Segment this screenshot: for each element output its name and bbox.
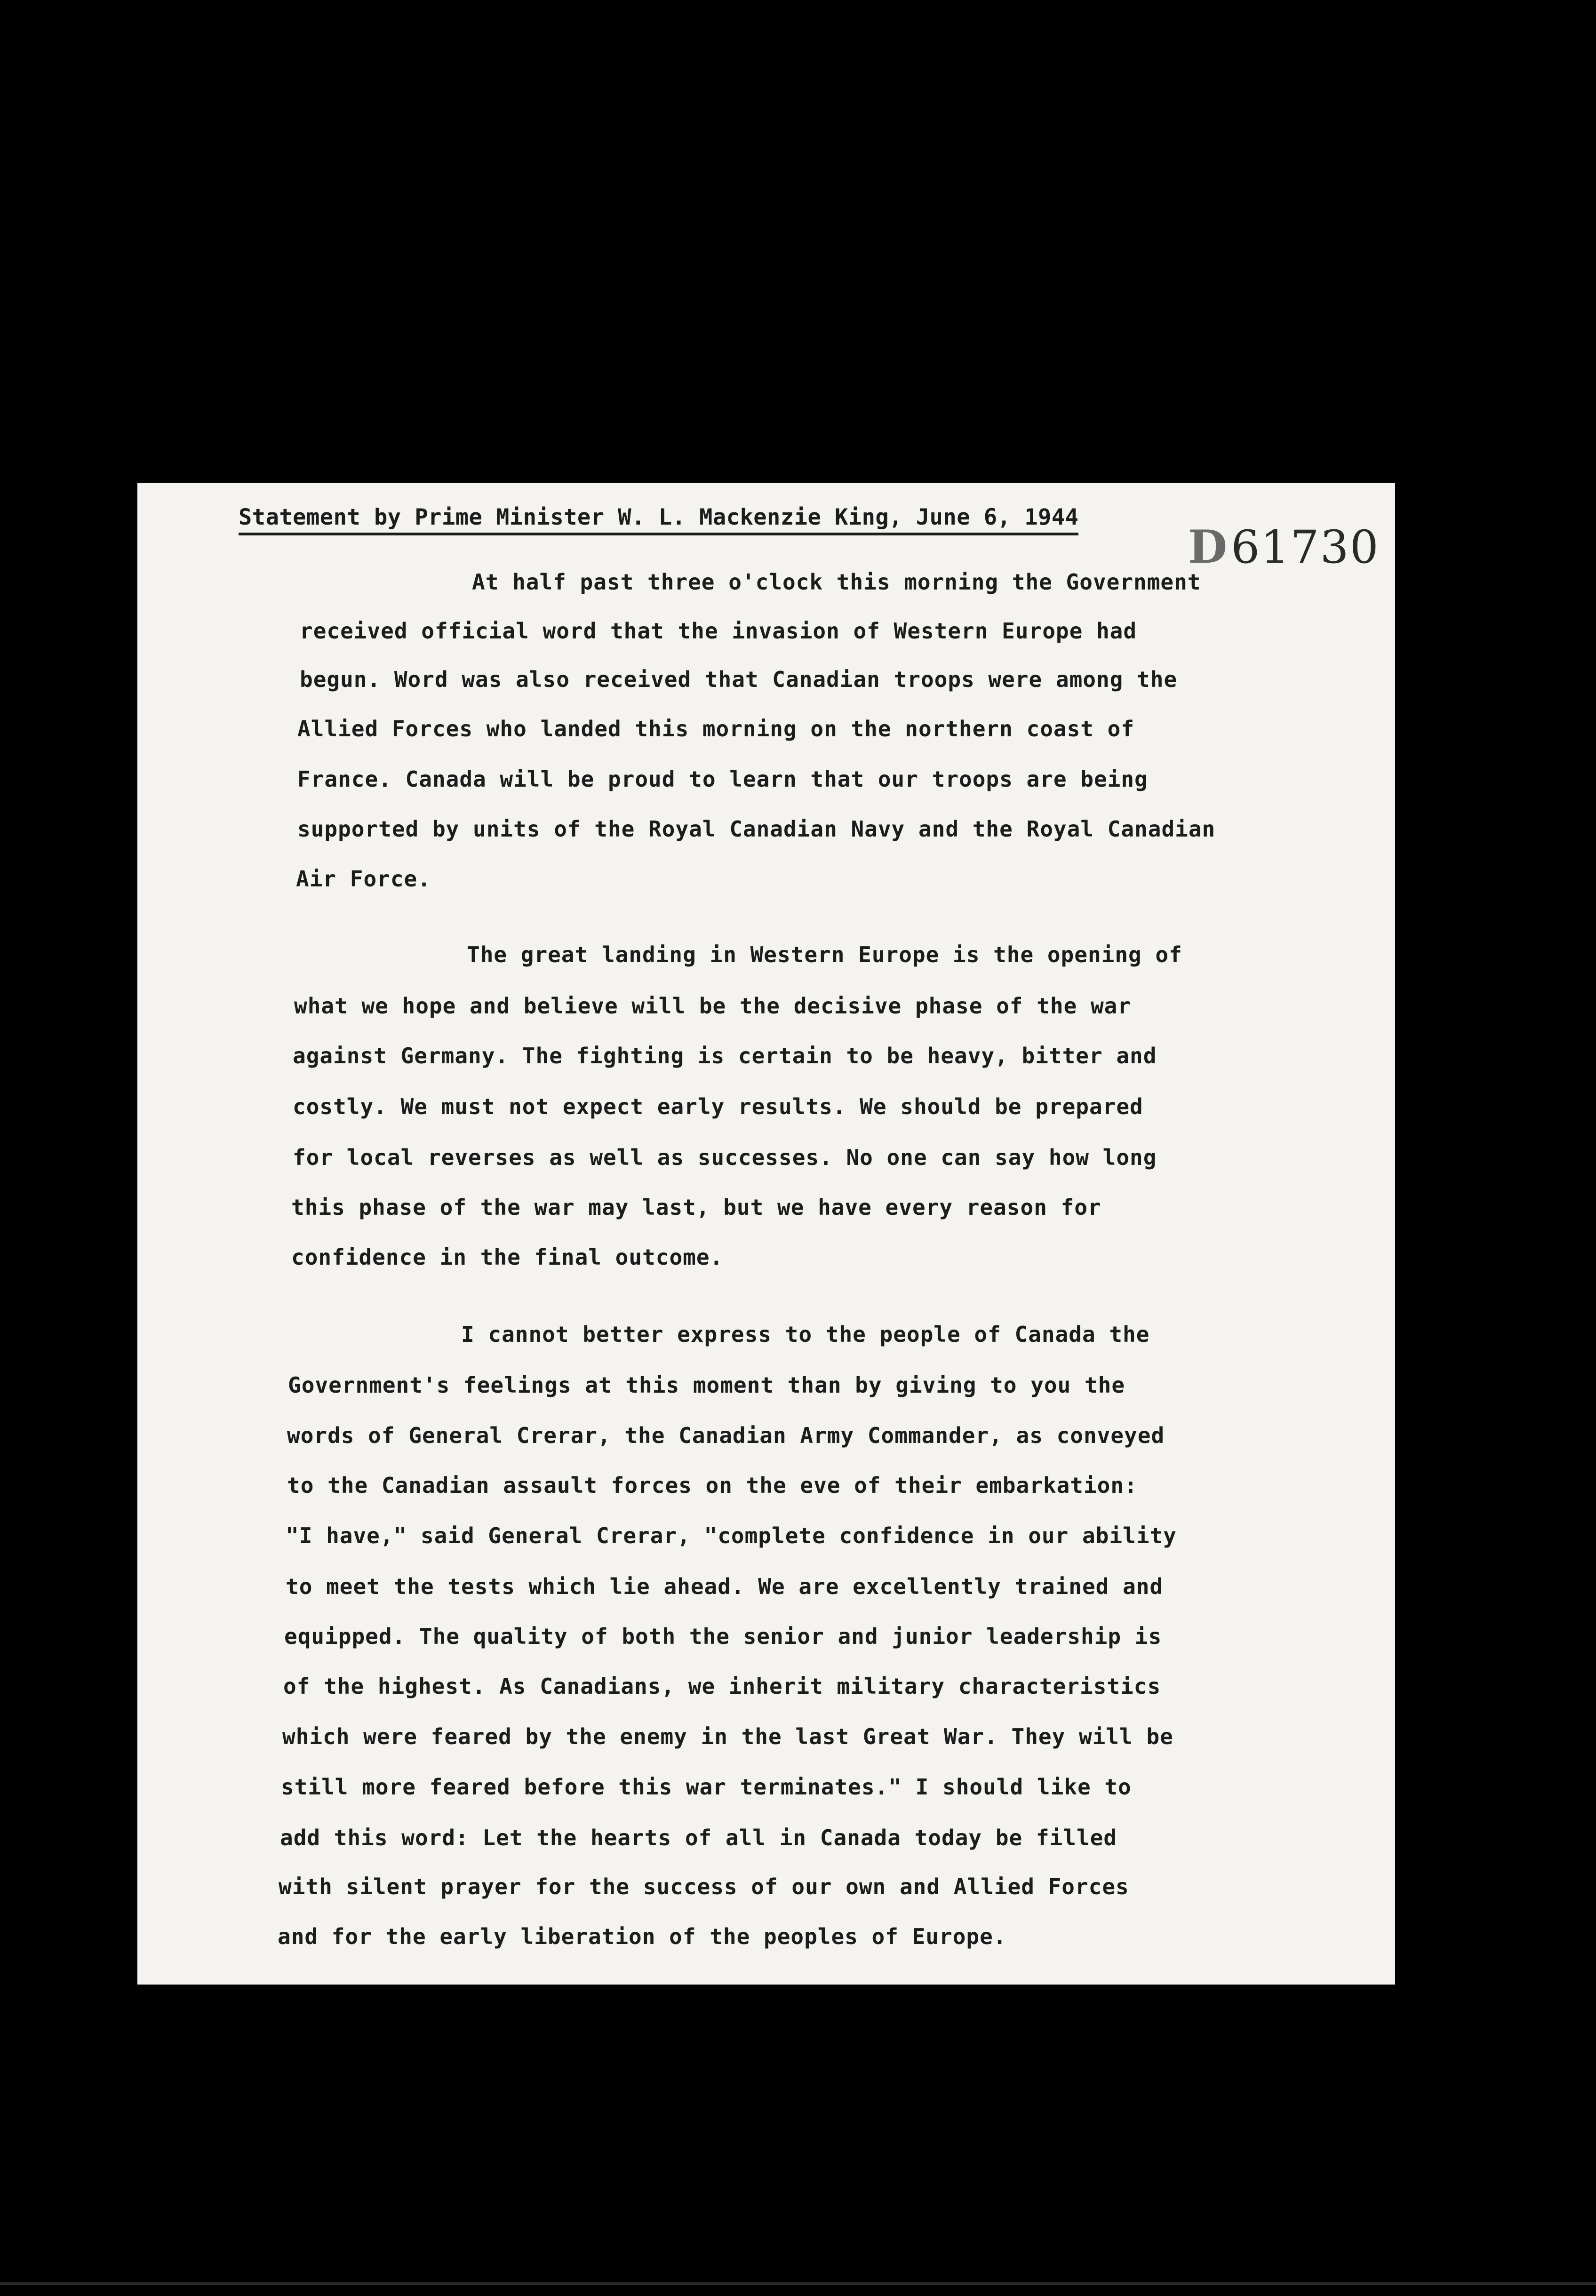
- body-line: with silent prayer for the success of our own and Allied Forces: [279, 1874, 1129, 1899]
- body-line: I cannot better express to the people of Canada the: [461, 1322, 1150, 1347]
- document-number-stamp: [1188, 521, 1380, 573]
- body-line: Air Force.: [296, 866, 431, 892]
- frame-bottom-rule: [0, 2282, 1596, 2285]
- body-line: confidence in the final outcome.: [291, 1244, 724, 1270]
- body-line: received official word that the invasion of Western Europe had: [300, 618, 1137, 644]
- stamp-prefix: D: [1188, 520, 1229, 574]
- body-line: equipped. The quality of both the senior and junior leadership is: [284, 1624, 1162, 1649]
- body-line: add this word: Let the hearts of all in Canada today be filled: [280, 1825, 1117, 1850]
- document-page: [137, 483, 1395, 1985]
- body-line: "I have," said General Crerar, "complete confidence in our ability: [286, 1523, 1177, 1548]
- body-line: this phase of the war may last, but we have every reason for: [291, 1195, 1101, 1220]
- document-heading: Statement by Prime Minister W. L. Mackenzie King, June 6, 1944: [239, 503, 1078, 535]
- body-line: which were feared by the enemy in the last Great War. They will be: [282, 1724, 1173, 1749]
- body-line: and for the early liberation of the peoples of Europe.: [278, 1924, 1007, 1949]
- body-line: against Germany. The fighting is certain to be heavy, bitter and: [293, 1043, 1157, 1068]
- body-line: Government's feelings at this moment than by giving to you the: [288, 1372, 1125, 1398]
- body-line: costly. We must not expect early results. We should be prepared: [293, 1094, 1143, 1119]
- body-line: Allied Forces who landed this morning on the northern coast of: [297, 716, 1135, 741]
- stamp-number: 61730: [1231, 521, 1380, 574]
- body-line: The great landing in Western Europe is the opening of: [467, 942, 1182, 967]
- body-line: supported by units of the Royal Canadian Navy and the Royal Canadian: [297, 816, 1216, 842]
- body-line: for local reverses as well as successes. No one can say how long: [293, 1145, 1157, 1170]
- body-line: of the highest. As Canadians, we inherit military characteristics: [283, 1674, 1161, 1699]
- body-line: begun. Word was also received that Canadian troops were among the: [300, 667, 1178, 692]
- body-line: At half past three o'clock this morning the Government: [472, 569, 1201, 595]
- body-line: what we hope and believe will be the decisive phase of the war: [294, 993, 1132, 1019]
- body-line: France. Canada will be proud to learn that our troops are being: [297, 766, 1148, 792]
- body-line: to meet the tests which lie ahead. We are excellently trained and: [286, 1574, 1164, 1599]
- body-line: words of General Crerar, the Canadian Army Commander, as conveyed: [287, 1423, 1165, 1448]
- body-line: still more feared before this war terminates." I should like to: [281, 1774, 1132, 1800]
- body-line: to the Canadian assault forces on the eve of their embarkation:: [287, 1473, 1138, 1498]
